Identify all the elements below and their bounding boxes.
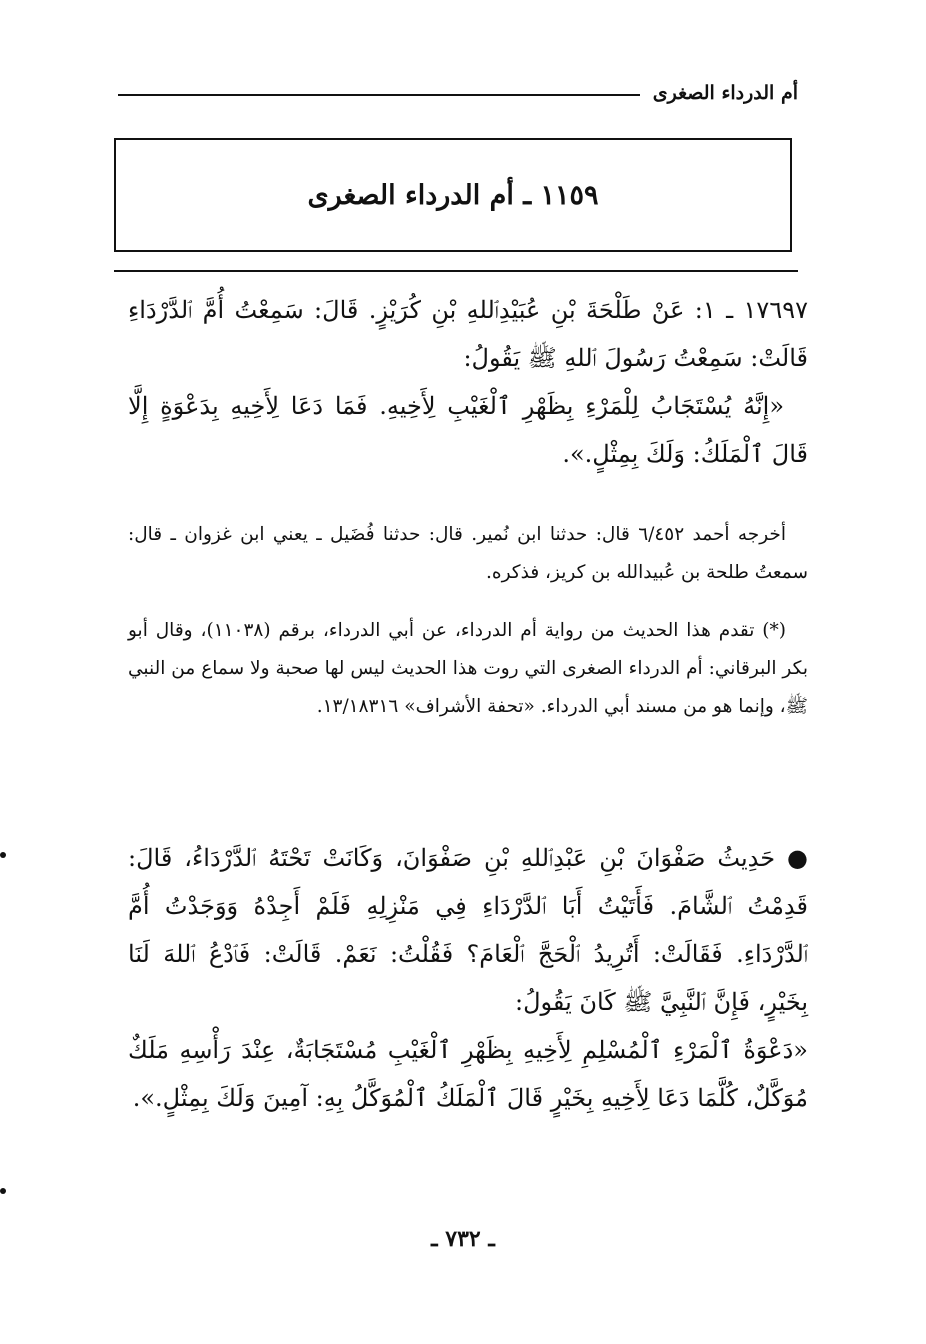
chapter-title: ١١٥٩ ـ أم الدرداء الصغرى [307,179,599,211]
footnote [128,612,808,726]
chapter-title-box [114,138,792,252]
hadith-1-matn: «إِنَّهُ يُسْتَجَابُ لِلْمَرْءِ بِظَهْرِ ٱلْغَيْبِ لِأَخِيهِ. فَمَا دَعَا لِأَخِيهِ بِدَعْوَةٍ إِلَّا قَالَ ٱلْمَلَكُ: وَلَكَ بِمِثْلٍ.». [128,392,808,468]
scan-edge-mark [0,1188,6,1194]
takhrij-note [128,516,808,592]
hadith-1-isnad: ١٧٦٩٧ ـ ١: عَنْ طَلْحَةَ بْنِ عُبَيْدِٱللهِ بْنِ كُرَيْزٍ. قَالَ: سَمِعْتُ أُمَّ ٱلدَّرْدَاءِ قَالَتْ: سَمِعْتُ رَسُولَ ٱللهِ ﷺ يَقُولُ: [128,296,808,372]
running-head-rule [118,94,640,96]
running-head [118,82,798,112]
hadith-1 [128,286,808,478]
hadith-2 [128,834,808,1122]
title-rule [114,270,798,272]
hadith-2-matn: «دَعْوَةُ ٱلْمَرْءِ ٱلْمُسْلِمِ لِأَخِيهِ بِظَهْرِ ٱلْغَيْبِ مُسْتَجَابَةٌ، عِنْدَ رَأْسِهِ مَلَكٌ مُوَكَّلٌ، كُلَّمَا دَعَا لِأَخِيهِ بِخَيْرٍ قَالَ ٱلْمَلَكُ ٱلْمُوَكَّلُ بِهِ: آمِينَ وَلَكَ بِمِثْلٍ.». [128,1036,808,1112]
scan-edge-mark [0,852,6,858]
page-number: ـ ٧٣٢ ـ [431,1226,495,1252]
running-head-label: أم الدرداء الصغرى [652,82,798,104]
footnote-text: (*) تقدم هذا الحديث من رواية أم الدرداء، عن أبي الدرداء، برقم (١١٠٣٨)، وقال أبو بكر البرقاني: أم الدرداء الصغرى التي روت هذا الحديث ليس لها صحبة ولا سماع من النبي ﷺ، وإنما هو من مسند أبي الدرداء. «تحفة الأشراف» ١٣/١٨٣١٦. [128,620,808,717]
takhrij-note-text: أخرجه أحمد ٦/٤٥٢ قال: حدثنا ابن نُمير. قال: حدثنا فُضَيل ـ يعني ابن غزوان ـ قال: سمعتُ طلحة بن عُبيدالله بن كريز، فذكره. [128,524,808,583]
hadith-2-isnad: ● حَدِيثُ صَفْوَانَ بْنِ عَبْدِٱللهِ بْنِ صَفْوَانَ، وَكَانَتْ تَحْتَهُ ٱلدَّرْدَاءُ، قَالَ: قَدِمْتُ ٱلشَّامَ. فَأَتَيْتُ أَبَا ٱلدَّرْدَاءِ فِي مَنْزِلِهِ فَلَمْ أَجِدْهُ وَوَجَدْتُ أُمَّ ٱلدَّرْدَاءِ. فَقَالَتْ: أَتُرِيدُ ٱلْحَجَّ ٱلْعَامَ؟ فَقُلْتُ: نَعَمْ. قَالَتْ: فَٱدْعُ ٱللهَ لَنَا بِخَيْرٍ، فَإِنَّ ٱلنَّبِيَّ ﷺ كَانَ يَقُولُ: [128,844,808,1016]
